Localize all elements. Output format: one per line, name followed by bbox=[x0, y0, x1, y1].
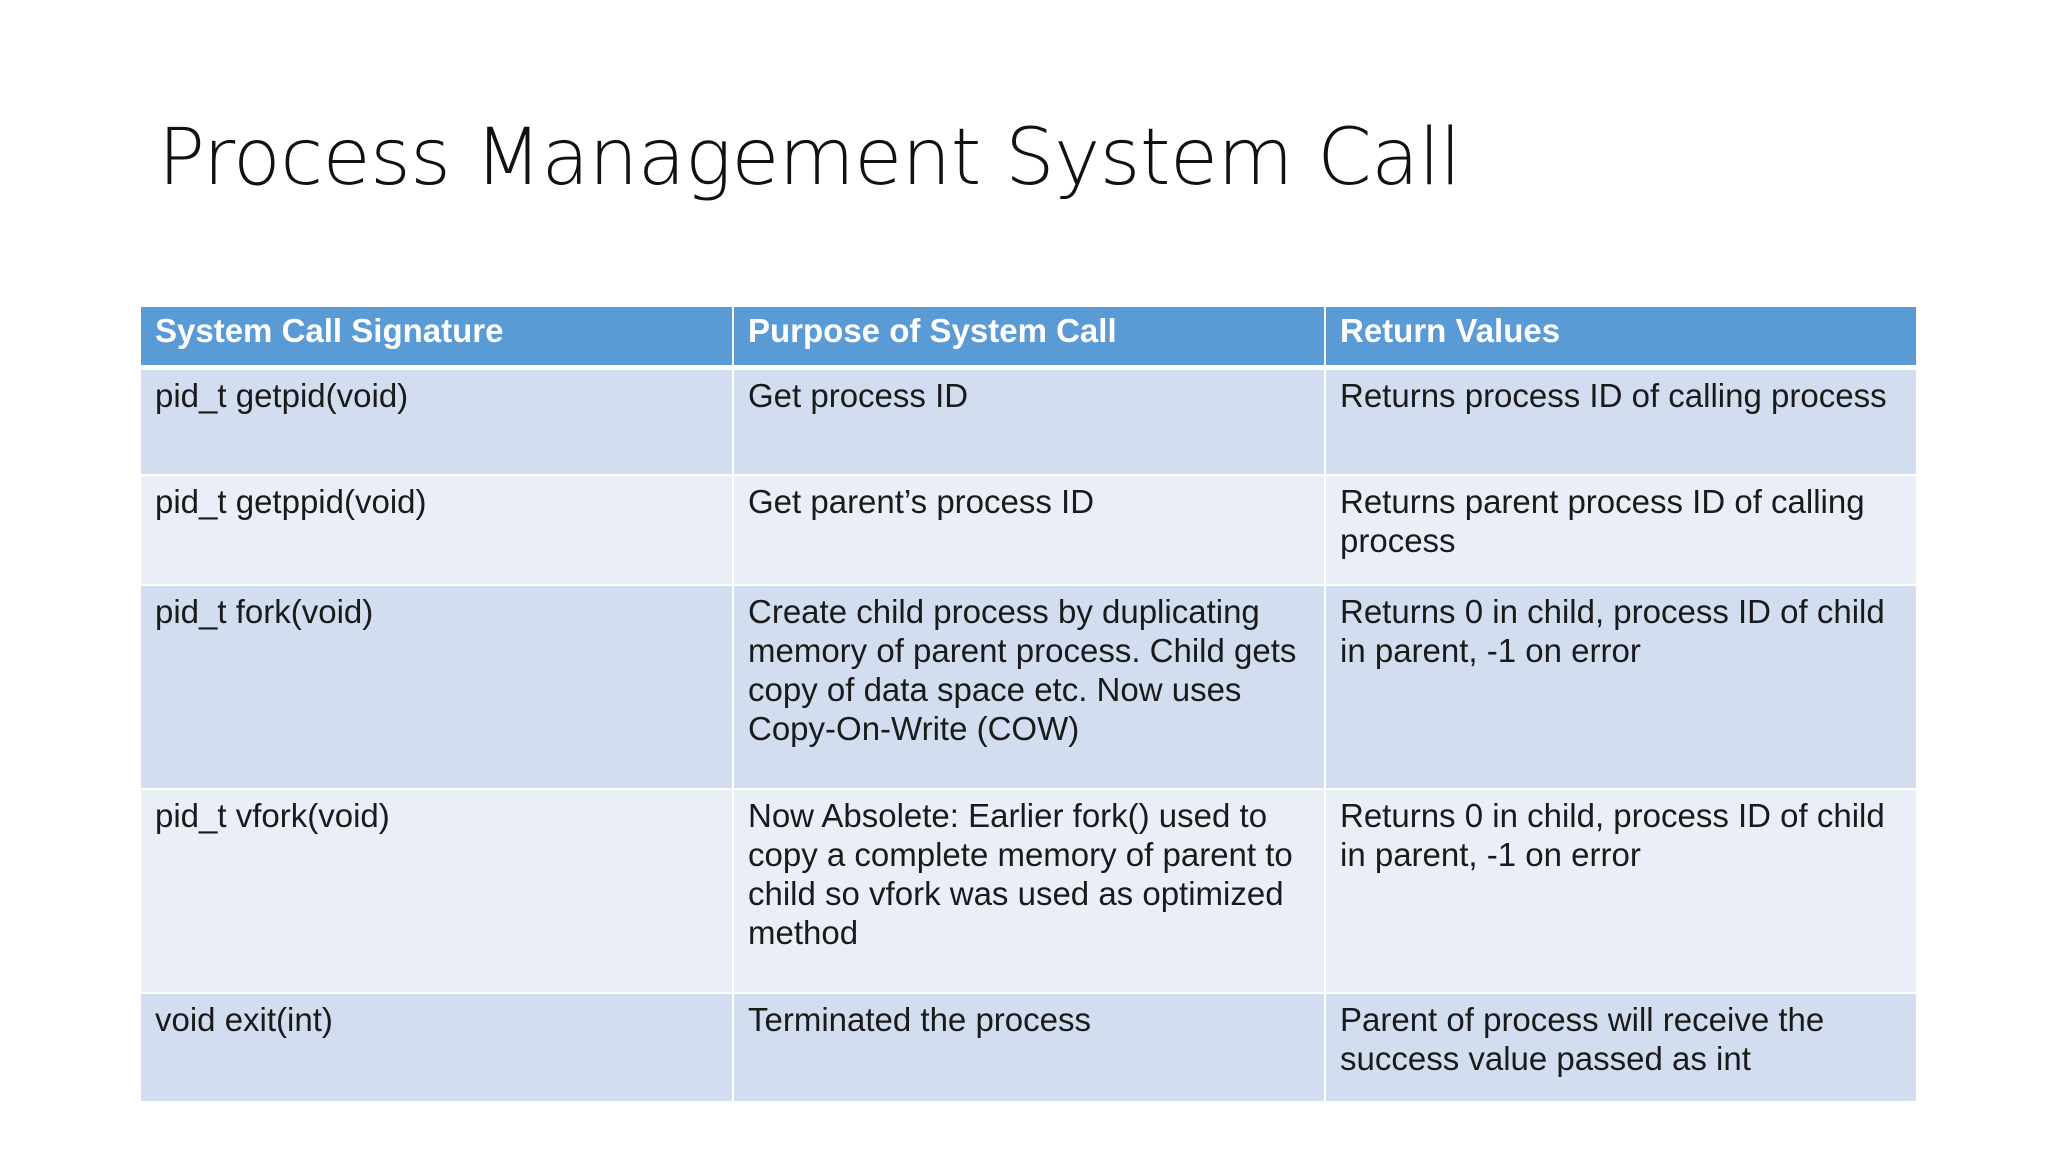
cell-return-values: Returns 0 in child, process ID of child in parent, -1 on error bbox=[1325, 789, 1916, 993]
system-call-table bbox=[141, 307, 1916, 1101]
cell-purpose: Get parent’s process ID bbox=[733, 475, 1325, 585]
header-purpose: Purpose of System Call bbox=[733, 307, 1325, 367]
cell-purpose: Get process ID bbox=[733, 367, 1325, 475]
table-row bbox=[141, 585, 1916, 789]
system-call-table-container bbox=[141, 307, 1916, 1101]
table-row bbox=[141, 789, 1916, 993]
cell-return-values: Parent of process will receive the success value passed as int bbox=[1325, 993, 1916, 1101]
cell-purpose: Terminated the process bbox=[733, 993, 1325, 1101]
cell-signature: pid_t fork(void) bbox=[141, 585, 733, 789]
header-return-values: Return Values bbox=[1325, 307, 1916, 367]
cell-return-values: Returns parent process ID of calling process bbox=[1325, 475, 1916, 585]
cell-return-values: Returns 0 in child, process ID of child in parent, -1 on error bbox=[1325, 585, 1916, 789]
cell-signature: pid_t getppid(void) bbox=[141, 475, 733, 585]
header-signature: System Call Signature bbox=[141, 307, 733, 367]
cell-signature: pid_t vfork(void) bbox=[141, 789, 733, 993]
cell-purpose: Create child process by duplicating memory of parent process. Child gets copy of data space etc. Now uses Copy-On-Write (COW) bbox=[733, 585, 1325, 789]
cell-signature: pid_t getpid(void) bbox=[141, 367, 733, 475]
cell-return-values: Returns process ID of calling process bbox=[1325, 367, 1916, 475]
table-row bbox=[141, 993, 1916, 1101]
table-row bbox=[141, 367, 1916, 475]
table-header-row bbox=[141, 307, 1916, 367]
cell-purpose: Now Absolete: Earlier fork() used to copy a complete memory of parent to child so vfork was used as optimized method bbox=[733, 789, 1325, 993]
slide-title: Process Management System Call bbox=[158, 113, 1461, 203]
cell-signature: void exit(int) bbox=[141, 993, 733, 1101]
table-row bbox=[141, 475, 1916, 585]
